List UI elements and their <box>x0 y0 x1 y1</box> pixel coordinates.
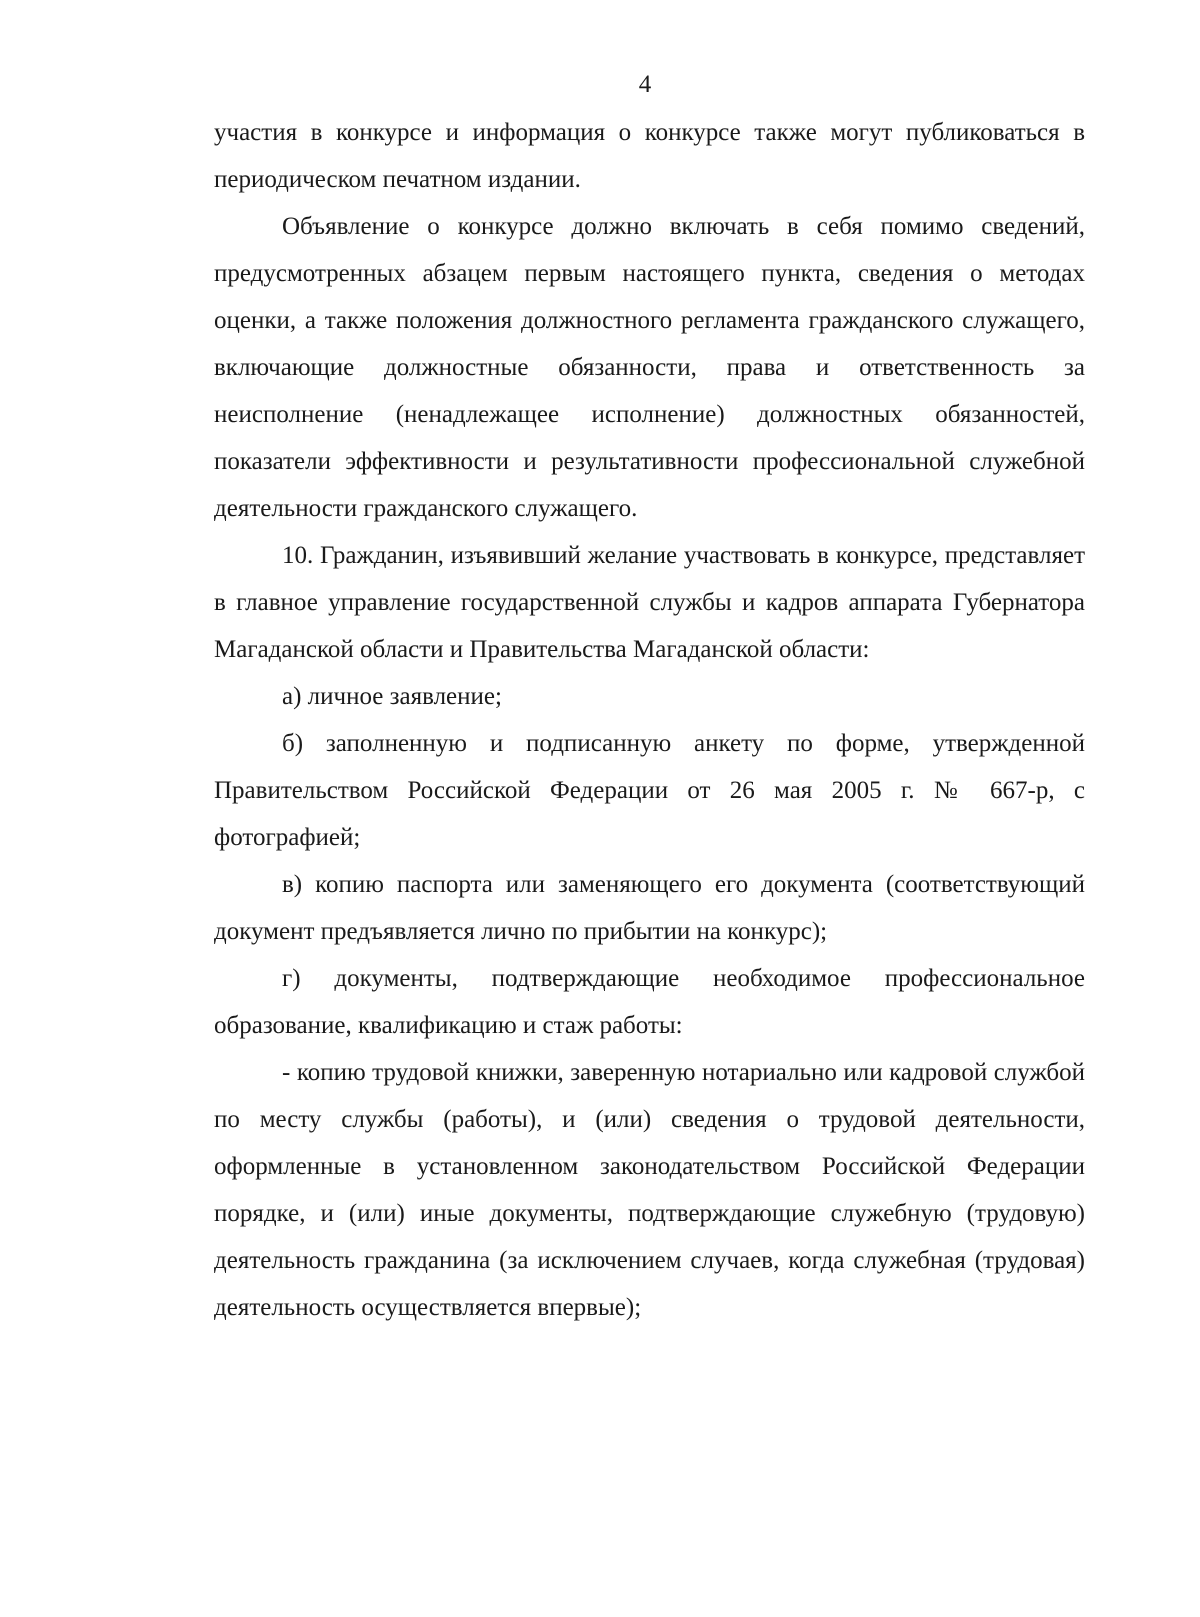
paragraph-clause-10: 10. Гражданин, изъявивший желание участвовать в конкурсе, представляет в главное управление государственной службы и кадров аппарата Губернатора Магаданской области и Правительства Магаданской области: <box>214 542 1085 663</box>
paragraph-announcement: Объявление о конкурсе должно включать в себя помимо сведений, предусмотренных абзацем первым настоящего пункта, сведения о методах оценки, а также положения должностного регламента гражданского служащего, включающие должностные обязанности, права и ответственность за неисполнение (ненадлежащее исполнение) должностных обязанностей, показатели эффективности и результативности профессиональной служебной деятельности гражданского служащего. <box>214 213 1085 522</box>
list-item-g: г) документы, подтверждающие необходимое профессиональное образование, квалификацию и стаж работы: <box>214 965 1085 1039</box>
list-item-v: в) копию паспорта или заменяющего его документа (соответствующий документ предъявляется лично по прибытии на конкурс); <box>214 871 1085 945</box>
paragraph-continuation: участия в конкурсе и информация о конкурсе также могут публиковаться в периодическом печатном издании. <box>214 119 1085 193</box>
list-subitem-labor-book: - копию трудовой книжки, заверенную нотариально или кадровой службой по месту службы (работы), и (или) сведения о трудовой деятельности, оформленные в установленном законодательством Российской Федерации порядке, и (или) иные документы, подтверждающие служебную (трудовую) деятельность гражданина (за исключением случаев, когда служебная (трудовая) деятельность осуществляется впервые); <box>214 1059 1085 1321</box>
document-body <box>214 109 1085 1331</box>
page-number: 4 <box>638 71 652 98</box>
list-item-b: б) заполненную и подписанную анкету по форме, утвержденной Правительством Российской Федерации от 26 мая 2005 г. № 667-р, с фотографией; <box>214 730 1085 851</box>
list-item-a: а) личное заявление; <box>282 683 502 710</box>
